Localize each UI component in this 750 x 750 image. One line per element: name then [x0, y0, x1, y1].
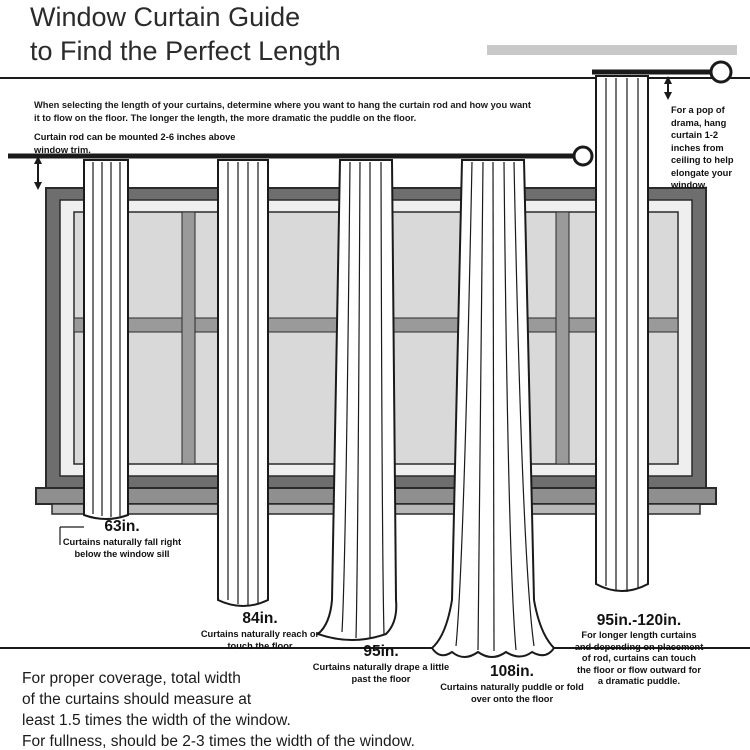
label-84in-length: 84in.: [242, 610, 278, 627]
footer-line-2: of the curtains should measure at: [22, 691, 252, 708]
label-63in: [52, 518, 192, 560]
window-mullion-vertical-3: [556, 212, 569, 464]
window-mullion-vertical-1: [182, 212, 195, 464]
rod-finial-lower: [574, 147, 592, 165]
label-95in-length: 95in.: [363, 643, 399, 660]
footer-line-4: For fullness, should be 2-3 times the width of the window.: [22, 733, 415, 750]
measure-arrow-rod-height: [34, 156, 42, 190]
curtain-panel-63in: [84, 160, 128, 519]
label-108in-description: Curtains naturally puddle or fold over onto the floor: [440, 682, 584, 704]
footer-line-3: least 1.5 times the width of the window.: [22, 712, 291, 729]
title-line-2: to Find the Perfect Length: [30, 36, 341, 66]
rod-finial-upper: [711, 62, 731, 82]
intro-note: When selecting the length of your curtains, determine where you want to hang the curtain rod and how you want it to flow on the floor. The longer the length, the more dramatic the puddle on the floor.: [34, 100, 531, 123]
label-95-120in-description: For longer length curtains and depending on placement of rod, curtains can touch the floor or flow outward for a dramatic puddle.: [574, 630, 704, 686]
title-line-1: Window Curtain Guide: [30, 2, 301, 32]
footer-note: [22, 668, 492, 750]
label-95-120in: [574, 612, 704, 688]
rod-mount-note: Curtain rod can be mounted 2-6 inches above window trim.: [34, 132, 236, 155]
label-95in-description: Curtains naturally drape a little past the floor: [312, 662, 450, 684]
label-95-120in-length: 95in.-120in.: [596, 612, 682, 629]
footer-line-1: For proper coverage, total width: [22, 670, 241, 687]
curtain-panel-95-120in: [596, 76, 648, 592]
label-63in-length: 63in.: [104, 518, 140, 535]
label-63in-description: Curtains naturally fall right below the window sill: [62, 537, 182, 559]
measure-arrow-ceiling-drop: [664, 76, 672, 100]
drama-note: For a pop of drama, hang curtain 1-2 inches from ceiling to help elongate your window.: [671, 105, 734, 190]
curtain-panel-84in: [218, 160, 268, 606]
label-108in-length: 108in.: [490, 663, 534, 680]
label-84in-description: Curtains naturally reach or touch the floor: [200, 629, 320, 651]
